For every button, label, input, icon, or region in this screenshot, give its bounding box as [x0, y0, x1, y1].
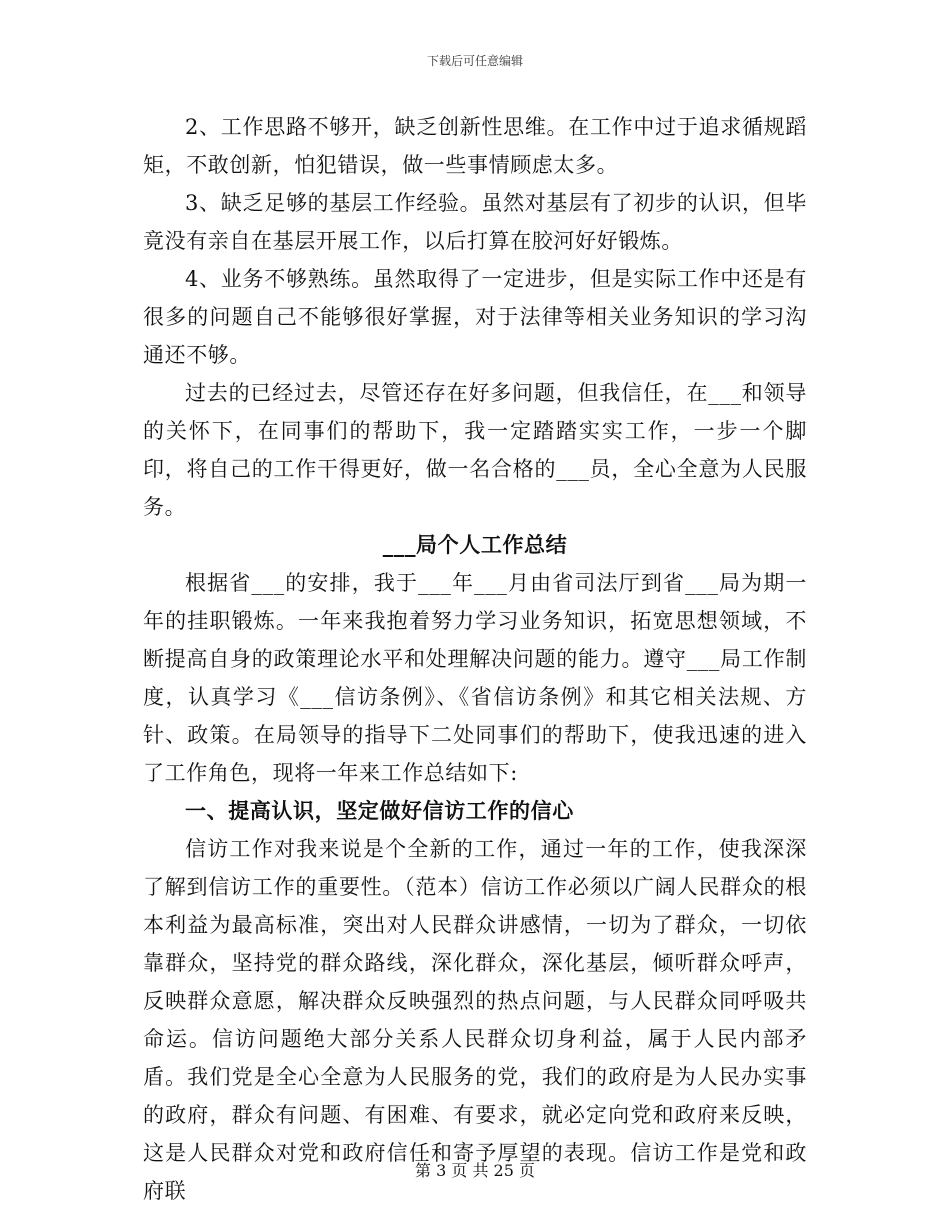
section-heading-1: 一、提高认识，坚定做好信访工作的信心 [185, 798, 574, 823]
paragraph-2: 2、工作思路不够开，缺乏创新性思维。在工作中过于追求循规蹈矩，不敢创新，怕犯错误，做一些事情顾虑太多。 [143, 115, 807, 177]
paragraph-petition-work: 信访工作对我来说是个全新的工作，通过一年的工作，使我深深了解到信访工作的重要性。（范本）信访工作必须以广阔人民群众的根本利益为最高标准，突出对人民群众讲感情，一切为了群众，一切依靠群众，坚持党的群众路线，深化群众，深化基层，倾听群众呼声，反映群众意愿，解决群众反映强烈的热点问题，与人民群众同呼吸共命运。信访问题绝大部分关系人民群众切身利益，属于人民内部矛盾。我们党是全心全意为人民服务的党，我们的政府是为人民办实事的政府，群众有问题、有困难、有要求，就必定向党和政府来反映，这是人民群众对党和政府信任和寄予厚望的表现。信访工作是党和政府联 [143, 837, 807, 1203]
document-body [143, 108, 807, 1210]
paragraph-4: 4、业务不够熟练。虽然取得了一定进步，但是实际工作中还是有很多的问题自己不能够很好掌握，对于法律等相关业务知识的学习沟通还不够。 [143, 267, 807, 367]
page-header: 下载后可任意编辑 [426, 54, 523, 68]
page-footer: 第 3 页 共 25 页 [415, 1161, 535, 1180]
paragraph-intro: 根据省___的安排，我于___年___月由省司法厅到省___局为期一年的挂职锻炼。一年来我抱着努力学习业务知识，拓宽思想领域，不断提高自身的政策理论水平和处理解决问题的能力。遵守___局工作制度，认真学习《___信访条例》、《省信访条例》和其它相关法规、方针、政策。在局领导的指导下二处同事们的帮助下，使我迅速的进入了工作角色，现将一年来工作总结如下: [143, 571, 807, 785]
section-title: ___局个人工作总结 [382, 532, 568, 557]
paragraph-closing: 过去的已经过去，尽管还存在好多问题，但我信任，在___和领导的关怀下，在同事们的帮助下，我一定踏踏实实工作，一步一个脚印，将自己的工作干得更好，做一名合格的___员，全心全意为人民服务。 [143, 381, 807, 519]
paragraph-3: 3、缺乏足够的基层工作经验。虽然对基层有了初步的认识，但毕竟没有亲自在基层开展工作，以后打算在胶河好好锻炼。 [143, 191, 807, 253]
